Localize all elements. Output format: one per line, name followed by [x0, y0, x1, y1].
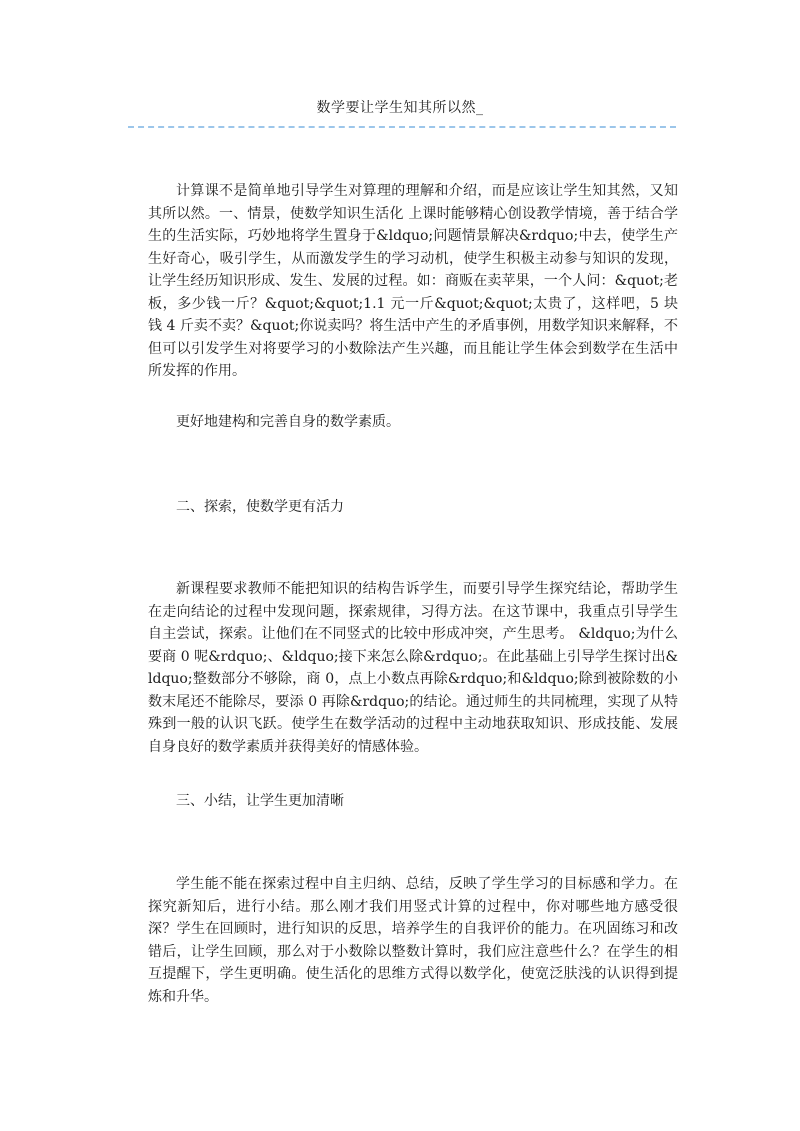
section-two-heading: 二、探索，使数学更有活力 — [176, 499, 344, 515]
intro-paragraph: 计算课不是简单地引导学生对算理的理解和介绍，而是应该让学生知其然，又知其所以然。一、情景，使数学知识生活化 上课时能够精心创设教学情境，善于结合学生的生活实际，巧妙地将学生置身于&ldquo;问题情景解决&rdquo;中去，使学生产生好奇心，吸引学生，从而激发学生的学习动机，使学生积极主动参与知识的发现，让学生经历知识形成、发生、发展的过程。如：商贩在卖苹果，一个人问：&quot;老板，多少钱一斤？&quot;&quot;1.1 元一斤&quot;&quot;太贵了，这样吧，5 块钱 4 斤卖不卖？&quot;你说卖吗？将生活中产生的矛盾事例，用数学知识来解释，不但可以引发学生对将要学习的小数除法产生兴趣，而且能让学生体会到数学在生活中所发挥的作用。 — [148, 183, 678, 379]
title-divider — [128, 126, 676, 128]
explore-paragraph: 新课程要求教师不能把知识的结构告诉学生，而要引导学生探究结论，帮助学生在走向结论的过程中发现问题，探索规律，习得方法。在这节课中，我重点引导学生自主尝试，探索。让他们在不同竖式的比较中形成冲突，产生思考。 &ldquo;为什么要商 0 呢&rdquo;、&ldquo;接下来怎么除&rdquo;。在此基础上引导学生探讨出&ldquo;整数部分不够除，商 0，点上小数点再除&rdquo;和&ldquo;除到被除数的小数末尾还不能除尽，要添 0 再除&rdquo;的结论。通过师生的共同梳理，实现了从特殊到一般的认识飞跃。使学生在数学活动的过程中主动地获取知识、形成技能、发展自身良好的数学素质并获得美好的情感体验。 — [148, 581, 678, 755]
document-title: 数学要让学生知其所以然_ — [316, 100, 484, 116]
section-three-heading: 三、小结，让学生更加清晰 — [176, 793, 344, 809]
summary-paragraph: 学生能不能在探索过程中自主归纳、总结，反映了学生学习的目标感和学力。在探究新知后，进行小结。那么刚才我们用竖式计算的过程中，你对哪些地方感受很深？学生在回顾时，进行知识的反思，培养学生的自我评价的能力。在巩固练习和改错后，让学生回顾，那么对于小数除以整数计算时，我们应注意些什么？在学生的相互提醒下，学生更明确。使生活化的思维方式得以数学化，使宽泛肤浅的认识得到提炼和升华。 — [148, 876, 678, 1005]
build-paragraph: 更好地建构和完善自身的数学素质。 — [176, 414, 400, 430]
